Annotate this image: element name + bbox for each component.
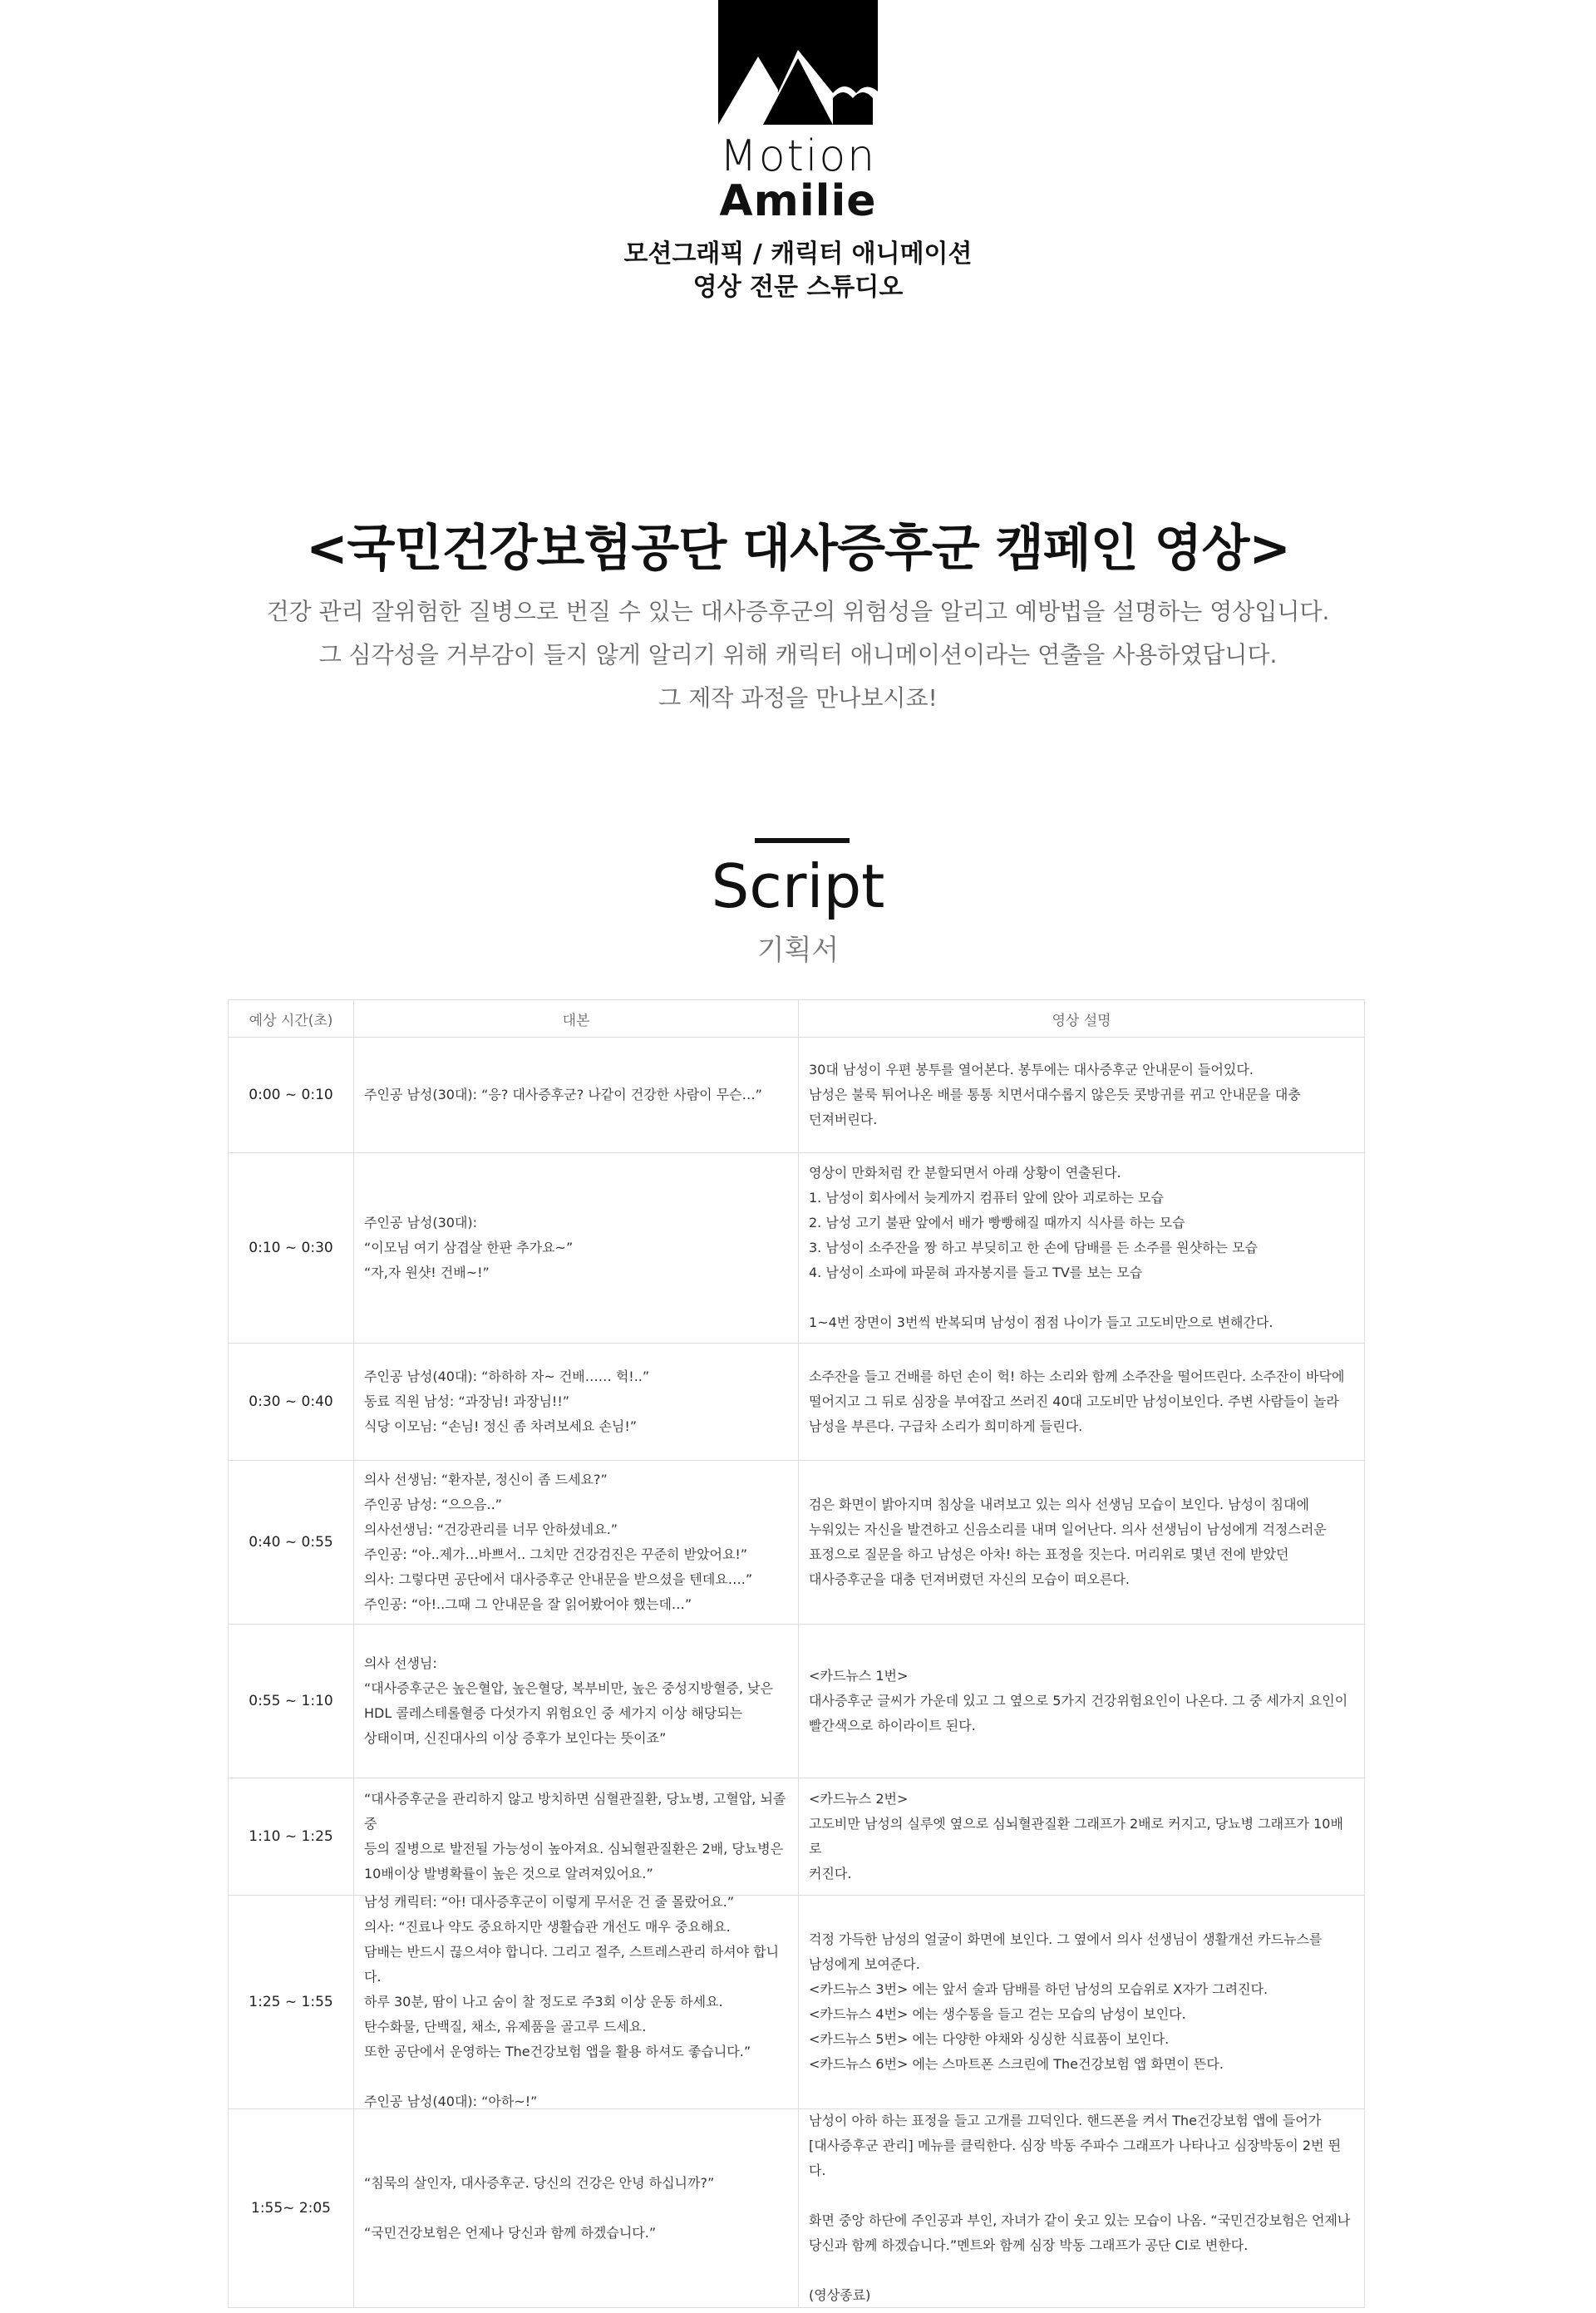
row-time: 1:10 ~ 1:25 [229,1778,354,1895]
row-script: 남성 캐릭터: “아! 대사증후군이 이렇게 무서운 건 줄 몰랐어요.” 의사: “진료나 약도 중요하지만 생활습관 개선도 매우 중요해요. 담배는 반드시 끊으셔야 합니다. 그리고 절주, 스트레스관리 하셔야 합니다. 하루 30분, 땀이 나고 숨이 찰 정도로 주3회 이상 운동 하세요. 탄수화물, 단백질, 채소, 유제품을 골고루 드세요. 또한 공단에서 운영하는 The건강보험 앱을 활용 하셔도 좋습니다.” 주인공 남성(40대): “아하~!” [354,1896,799,2108]
campaign-desc-line-3: 그 제작 과정을 만나보시죠! [658,684,938,712]
table-row [228,2109,1365,2308]
row-script: 의사 선생님: “대사증후군은 높은혈압, 높은혈당, 복부비만, 높은 중성지방혈증, 낮은 HDL 콜레스테롤혈증 다섯가지 위험요인 중 세가지 이상 해당되는 상태이며, 신진대사의 이상 증후가 보인다는 뜻이죠” [354,1625,799,1778]
table-row [228,1038,1365,1153]
row-script: “대사증후군을 관리하지 않고 방치하면 심혈관질환, 당뇨병, 고혈압, 뇌졸중 등의 질병으로 발전될 가능성이 높아져요. 심뇌혈관질환은 2배, 당뇨병은 10배이상 발병확률이 높은 것으로 알려져있어요.” [354,1778,799,1895]
row-time: 0:30 ~ 0:40 [229,1344,354,1460]
row-script: 주인공 남성(30대): “이모님 여기 삼겹살 한판 추가요~” “자,자 원샷! 건배~!” [354,1153,799,1343]
row-time: 1:25 ~ 1:55 [229,1896,354,2108]
row-time: 0:10 ~ 0:30 [229,1153,354,1343]
brand-name-motion: Motion [719,131,877,181]
row-time: 0:55 ~ 1:10 [229,1625,354,1778]
header-time: 예상 시간(초) [229,1000,354,1037]
campaign-description [0,590,1596,720]
row-time: 0:00 ~ 0:10 [229,1038,354,1152]
motion-amilie-logo-mark [718,0,878,125]
campaign-desc-line-1: 건강 관리 잘위험한 질병으로 번질 수 있는 대사증후군의 위험성을 알리고 예방법을 설명하는 영상입니다. [266,598,1330,625]
table-row [228,1778,1365,1896]
header-description: 영상 설명 [1052,1012,1111,1029]
table-row [228,1344,1365,1461]
tagline-line-2: 영상 전문 스튜디오 [692,273,904,302]
row-description: 소주잔을 들고 건배를 하던 손이 헉! 하는 소리와 함께 소주잔을 떨어뜨린다. 소주잔이 바닥에 떨어지고 그 뒤로 심장을 부여잡고 쓰러진 40대 고도비만 남성이보인다. 주변 사람들이 놀라 남성을 부른다. 구급차 소리가 희미하게 들린다. [809,1369,1345,1434]
row-script: 주인공 남성(30대): “응? 대사증후군? 나같이 건강한 사람이 무슨…” [354,1038,799,1152]
campaign-title: <국민건강보험공단 대사증후군 캠페인 영상> [306,520,1290,578]
row-description: 걱정 가득한 남성의 얼굴이 화면에 보인다. 그 옆에서 의사 선생님이 생활개선 카드뉴스를 남성에게 보여준다. <카드뉴스 3번> 에는 앞서 술과 담배를 하던 남성의 모습위로 X자가 그려진다. <카드뉴스 4번> 에는 생수통을 들고 걷는 모습의 남성이 보인다. <카드뉴스 5번> 에는 다양한 야채와 싱싱한 식료품이 보인다. <카드뉴스 6번> 에는 스마트폰 스크린에 The건강보험 앱 화면이 뜬다. [809,1931,1323,2072]
row-description: 남성이 아하 하는 표정을 들고 고개를 끄덕인다. 핸드폰을 켜서 The건강보험 앱에 들어가 [대사증후군 관리] 메뉴를 클릭한다. 심장 박동 주파수 그래프가 나타나고 심장박동이 2번 뛴다. 화면 중앙 하단에 주인공과 부인, 자녀가 같이 웃고 있는 모습이 나옴. “국민건강보험은 언제나 당신과 함께 하겠습니다.”멘트와 함께 심장 박동 그래프가 공단 CI로 변한다. (영상종료) [809,2113,1351,2303]
row-time: 1:55~ 2:05 [229,2109,354,2307]
row-time: 0:40 ~ 0:55 [229,1461,354,1624]
row-description: 영상이 만화처럼 칸 분할되면서 아래 상황이 연출된다. 1. 남성이 회사에서 늦게까지 컴퓨터 앞에 앉아 괴로하는 모습 2. 남성 고기 불판 앞에서 배가 빵빵해질 때까지 식사를 하는 모습 3. 남성이 소주잔을 짱 하고 부딪히고 한 손에 담배를 든 소주를 원샷하는 모습 4. 남성이 소파에 파묻혀 과자봉지를 들고 TV를 보는 모습 1~4번 장면이 3번씩 반복되며 남성이 점점 나이가 들고 고도비만으로 변해간다. [809,1165,1273,1330]
table-header [228,999,1365,1038]
table-row [228,1461,1365,1625]
row-script: 의사 선생님: “환자분, 정신이 좀 드세요?” 주인공 남성: “으으음..” 의사선생님: “건강관리를 너무 안하셨네요.” 주인공: “아..제가…바쁘서.. 그치만 건강검진은 꾸준히 받았어요!” 의사: 그렇다면 공단에서 대사증후군 안내문을 받으셨을 텐데요….” 주인공: “아!..그때 그 안내문을 잘 읽어봤어야 했는데…” [354,1461,799,1624]
script-section-subtitle: 기획서 [756,934,840,967]
table-row [228,1896,1365,2109]
row-description: <카드뉴스 1번> 대사증후군 글씨가 가운데 있고 그 옆으로 5가지 건강위험요인이 나온다. 그 중 세가지 요인이 빨간색으로 하이라이트 된다. [809,1668,1348,1734]
section-divider-bar [755,838,850,843]
row-script: “침묵의 살인자, 대사증후군. 당신의 건강은 안녕 하십니까?” “국민건강보험은 언제나 당신과 함께 하겠습니다.” [354,2109,799,2307]
script-table [228,999,1365,2308]
table-row [228,1153,1365,1344]
brand-name-amilie: Amilie [719,176,877,226]
row-script: 주인공 남성(40대): “하하하 자~ 건배…… 헉!..” 동료 직원 남성: “과장님! 과장님!!” 식당 이모님: “손님! 정신 좀 차려보세요 손님!” [354,1344,799,1460]
header-script: 대본 [354,1000,799,1037]
campaign-desc-line-2: 그 심각성을 거부감이 들지 않게 알리기 위해 캐릭터 애니메이션이라는 연출을 사용하였답니다. [318,641,1278,668]
row-description: 30대 남성이 우편 봉투를 열어본다. 봉투에는 대사증후군 안내문이 들어있다. 남성은 불룩 튀어나온 배를 통통 치면서대수롭지 않은듯 콧방귀를 뀌고 안내문을 대충 던져버린다. [809,1062,1301,1127]
script-section-title: Script [711,851,885,921]
tagline-line-1: 모션그래픽 / 캐릭터 애니메이션 [623,239,973,269]
table-row [228,1625,1365,1778]
row-description: 검은 화면이 밝아지며 침상을 내려보고 있는 의사 선생님 모습이 보인다. 남성이 침대에 누워있는 자신을 발견하고 신음소리를 내며 일어난다. 의사 선생님이 남성에게 걱정스러운 표정으로 질문을 하고 남성은 아차! 하는 표정을 짓는다. 머리위로 몇년 전에 받았던 대사증후군을 대충 던져버렸던 자신의 모습이 떠오른다. [809,1497,1327,1587]
row-description: <카드뉴스 2번> 고도비만 남성의 실루엣 옆으로 심뇌혈관질환 그래프가 2배로 커지고, 당뇨병 그래프가 10배로 커진다. [809,1791,1343,1881]
brand-tagline [0,238,1596,304]
